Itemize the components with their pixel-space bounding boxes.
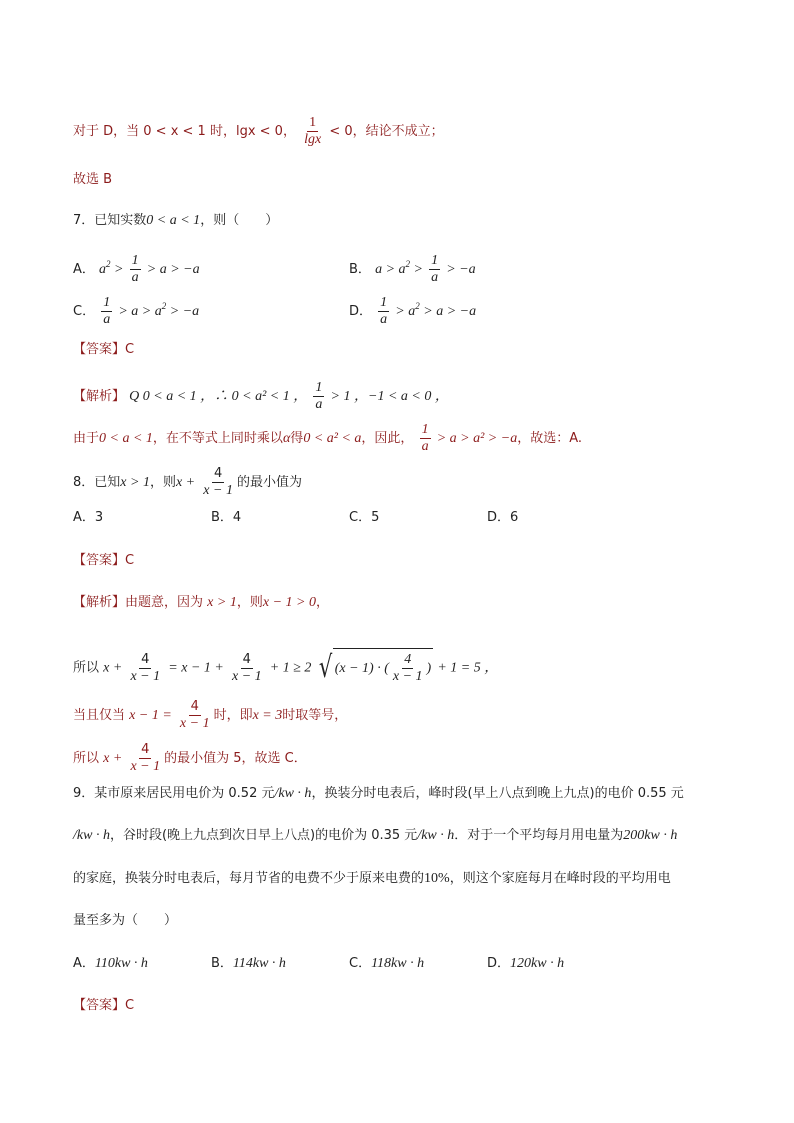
- q7-solution-line-2: [73, 423, 582, 454]
- solution-text: 的最小值为 5，故选 C．: [164, 751, 307, 766]
- fraction-numerator: 4: [190, 699, 199, 714]
- fraction-numerator: 4: [141, 742, 150, 757]
- solution-text: 所以: [73, 660, 100, 676]
- q9-text: 的家庭，换装分时电表后，每月节省的电费不少于原来电费的: [73, 871, 425, 886]
- fraction: [130, 254, 141, 285]
- q9-stem-line-2: [73, 828, 677, 844]
- fraction: [178, 700, 212, 731]
- q9-answer: 【答案】C: [73, 998, 135, 1013]
- solution-math: x − 1 =: [129, 708, 172, 723]
- q9-text: ，换装分时电表后，峰时段(早上八点到晚上九点)的电价 0.55 元: [311, 786, 684, 801]
- fraction-denominator: a: [431, 270, 439, 285]
- solution-math: 0 < a < 1: [99, 431, 153, 446]
- q8-option-b: B．4: [211, 510, 242, 525]
- q8-stem-end: 的最小值为: [236, 475, 302, 490]
- fraction: [313, 381, 324, 412]
- q9-stem-line-4: 量至多为（ ）: [73, 913, 178, 928]
- q8-option-c: C．5: [349, 510, 380, 525]
- q7-option-d: [349, 296, 476, 327]
- fraction-numerator: 1: [421, 422, 429, 437]
- solution-math: x − 1 > 0: [262, 595, 316, 610]
- solution-math-end: + 1 = 5 ，: [437, 660, 499, 676]
- q9-unit: /kw · h: [417, 828, 455, 843]
- option-math: 118kw · h: [371, 956, 425, 971]
- fraction-numerator: 4: [141, 651, 150, 667]
- q8-stem-text: ，则: [149, 475, 176, 490]
- option-math: 114kw · h: [232, 956, 286, 971]
- option-math-tail: > $a^2 > a > -a$: [395, 301, 477, 319]
- solution-label: 【解析】: [73, 595, 126, 610]
- solution-math: x +: [103, 751, 123, 766]
- solution-text: 时，即: [213, 708, 253, 723]
- fraction-numerator: 4: [213, 466, 223, 481]
- solution-math: = x − 1 +: [168, 660, 224, 676]
- q9-text: ，谷时段(晚上九点到次日早上八点)的电价为 0.35 元: [109, 828, 418, 843]
- fraction-numerator: 4: [242, 651, 251, 667]
- fraction-numerator: 4: [404, 652, 412, 667]
- solution-math: x = 3: [252, 708, 283, 723]
- option-math: $a^2$ >: [99, 259, 124, 277]
- fraction-denominator: a: [380, 312, 388, 327]
- radical-sign: √: [318, 650, 332, 685]
- fraction: [128, 743, 162, 774]
- q7-option-c: [73, 296, 199, 327]
- q9-text: ，则这个家庭每月在峰时段的平均用电: [449, 871, 671, 886]
- q8-solution-line-2: [73, 648, 498, 688]
- solution-text: 所以: [73, 751, 100, 766]
- fraction-denominator: a: [421, 439, 429, 454]
- fraction-denominator: x − 1: [231, 668, 262, 684]
- q7-stem: [73, 213, 278, 229]
- q7-stem-text: 7．已知实数: [73, 213, 147, 228]
- fraction-denominator: a: [103, 312, 111, 327]
- solution-text: ，因此，: [361, 431, 414, 446]
- q7-answer: 【答案】C: [73, 342, 135, 357]
- fraction: [101, 296, 112, 327]
- option-math-tail: > $a > a^2 > -a$: [118, 301, 200, 319]
- solution-math: x +: [103, 660, 123, 676]
- solution-text: 得: [290, 431, 304, 446]
- option-label: D．: [349, 304, 373, 319]
- prev-conclusion: 故选 B: [73, 172, 113, 187]
- fraction-denominator: a: [131, 270, 139, 285]
- q9-math: 10%: [424, 871, 450, 886]
- solution-text: ，故选：A.: [517, 431, 583, 446]
- fraction-denominator: x − 1: [130, 668, 161, 684]
- solution-math: Q 0 < a < 1 ，∴ 0 < a² < 1 ，: [129, 389, 308, 404]
- fraction-numerator: 1: [431, 253, 439, 268]
- fraction-denominator: x − 1: [130, 759, 161, 774]
- q8-solution-line-1: [73, 595, 329, 611]
- q9-option-c: [349, 956, 424, 972]
- option-label: C．: [349, 956, 372, 971]
- fraction: [201, 467, 235, 498]
- option-math-tail: > −a: [446, 262, 476, 277]
- q9-stem-line-1: [73, 786, 684, 802]
- fraction: [420, 423, 431, 454]
- solution-text: ，则: [236, 595, 263, 610]
- solution-math: 0 < a² < a: [303, 431, 362, 446]
- solution-math: α: [282, 431, 291, 446]
- fraction-denominator: x − 1: [203, 483, 233, 498]
- prev-line-1-text: 对于 D，当 0 < x < 1 时，lgx < 0，: [73, 124, 296, 139]
- option-math: 110kw · h: [94, 956, 148, 971]
- fraction-numerator: 1: [103, 295, 111, 310]
- fraction: [128, 653, 162, 684]
- q8-stem-math: x +: [175, 475, 196, 490]
- q8-option-d: D．6: [487, 510, 519, 525]
- fraction: [378, 296, 389, 327]
- q7-option-a: [73, 254, 200, 285]
- q7-stem-math: 0 < a < 1: [146, 213, 201, 228]
- option-label: A．: [73, 262, 95, 277]
- q9-stem-line-3: [73, 871, 671, 887]
- q8-option-a: A．3: [73, 510, 104, 525]
- prev-line-1: [73, 116, 444, 147]
- option-label: A．: [73, 956, 95, 971]
- option-label: D．: [487, 956, 511, 971]
- fraction: [429, 254, 440, 285]
- q9-option-b: [211, 956, 286, 972]
- option-label: B．: [211, 956, 233, 971]
- q8-stem-text: 8．已知: [73, 475, 121, 490]
- solution-label: 【解析】: [73, 389, 126, 404]
- q9-option-d: [487, 956, 564, 972]
- q7-solution-line-1: [73, 381, 449, 412]
- q7-option-b: [349, 254, 476, 285]
- q8-stem-math: x > 1: [120, 475, 150, 490]
- fraction-denominator: a: [315, 397, 323, 412]
- fraction-denominator: lgx: [304, 132, 322, 147]
- solution-text: ，: [315, 595, 329, 610]
- q8-stem: [73, 467, 302, 498]
- square-root: [316, 648, 434, 688]
- fraction: [302, 116, 323, 147]
- option-label: B．: [349, 262, 371, 277]
- q8-solution-line-3: [73, 700, 347, 731]
- option-label: C．: [73, 304, 96, 319]
- fraction-numerator: 1: [309, 115, 317, 130]
- option-math: 120kw · h: [510, 956, 565, 971]
- q9-text: 9．某市原来居民用电价为 0.52 元: [73, 786, 275, 801]
- solution-text: 当且仅当: [73, 708, 126, 723]
- fraction: [391, 653, 425, 684]
- q9-unit: /kw · h: [274, 786, 312, 801]
- fraction-numerator: 1: [380, 295, 388, 310]
- fraction: [230, 653, 264, 684]
- q8-answer: 【答案】C: [73, 553, 135, 568]
- solution-math: + 1 ≥ 2: [269, 660, 312, 676]
- fraction-denominator: x − 1: [179, 716, 210, 731]
- solution-text: ，在不等式上同时乘以: [152, 431, 283, 446]
- solution-math: x > 1: [207, 595, 237, 610]
- q9-text: ．对于一个平均每月用电量为: [454, 828, 624, 843]
- q9-option-a: [73, 956, 148, 972]
- q9-unit: /kw · h: [73, 828, 110, 843]
- solution-text: 由题意，因为: [125, 595, 204, 610]
- solution-text: 时取等号，: [282, 708, 348, 723]
- fraction-numerator: 1: [315, 380, 323, 395]
- solution-math: > a > a² > −a: [436, 431, 518, 446]
- fraction-numerator: 1: [131, 253, 139, 268]
- radicand: (x − 1) · ( $\frac{4}{x - 1}$ ): [333, 648, 434, 688]
- q9-math: 200kw · h: [623, 828, 678, 843]
- solution-text: 由于: [73, 431, 100, 446]
- q7-stem-end: ，则（ ）: [200, 213, 279, 228]
- option-math-tail: > a > −a: [146, 262, 200, 277]
- q8-solution-line-4: [73, 743, 307, 774]
- prev-line-1-end: < 0，结论不成立；: [329, 124, 444, 139]
- option-math: $a > a^2$ >: [375, 259, 423, 277]
- fraction-denominator: x − 1: [392, 669, 423, 684]
- solution-math-end: > 1 ，−1 < a < 0 ，: [330, 389, 449, 404]
